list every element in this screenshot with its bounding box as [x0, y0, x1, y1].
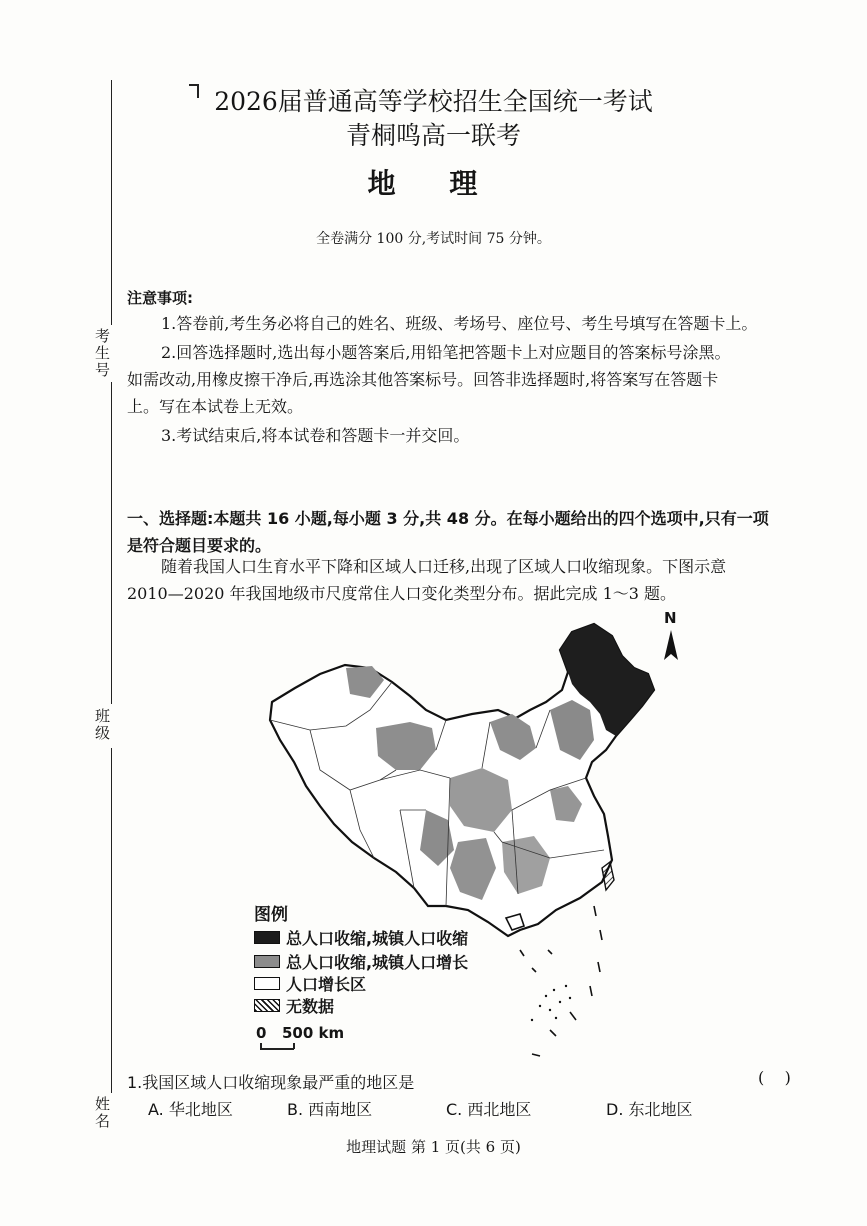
legend-swatch-white [254, 977, 280, 990]
question-1-stem: 1.我国区域人口收缩现象最严重的地区是 [127, 1073, 415, 1092]
notice-item-2: 2.回答选择题时,选出每小题答案后,用铅笔把答题卡上对应题目的答案标号涂黑。 [161, 343, 731, 362]
notice-item-2-cont: 上。写在本试卷上无效。 [127, 397, 304, 416]
exam-info: 全卷满分 100 分,考试时间 75 分钟。 [316, 231, 551, 247]
legend-item [254, 994, 334, 1017]
notice-item-1: 1.答卷前,考生务必将自己的姓名、班级、考场号、座位号、考生号填写在答题卡上。 [161, 314, 758, 333]
island-dots [531, 985, 571, 1021]
subject-title: 地 理 [367, 167, 500, 200]
legend-item [254, 972, 366, 995]
option-c[interactable]: C. 西北地区 [446, 1100, 532, 1119]
candidate-no-label: 考生号 [93, 328, 111, 379]
scale-zero: 0 [256, 1024, 267, 1042]
name-label: 姓名 [93, 1096, 111, 1130]
scale-bar [260, 1048, 294, 1050]
legend-label: 人口增长区 [286, 975, 367, 994]
taiwan-no-data [602, 862, 614, 890]
section-heading-cont: 是符合题目要求的。 [127, 536, 272, 555]
south-china-sea-islands [520, 906, 602, 1056]
legend-label: 总人口收缩,城镇人口收缩 [286, 929, 469, 948]
legend-swatch-hatch [254, 999, 280, 1012]
legend-title: 图例 [254, 905, 288, 925]
binding-margin-line [111, 382, 112, 704]
question-intro: 随着我国人口生育水平下降和区域人口迁移,出现了区域人口收缩现象。下图示意 [161, 557, 727, 576]
legend-swatch-grey [254, 955, 280, 968]
question-intro-cont: 2010—2020 年我国地级市尺度常住人口变化类型分布。据此完成 1～3 题。 [127, 584, 677, 603]
section-heading: 一、选择题:本题共 16 小题,每小题 3 分,共 48 分。在每小题给出的四个选项中,只有一项 [127, 509, 769, 528]
legend-item [254, 926, 468, 949]
answer-bracket[interactable]: ( ) [758, 1068, 791, 1087]
north-label: N [664, 609, 677, 627]
notice-item-3: 3.考试结束后,将本试卷和答题卡一并交回。 [161, 426, 470, 445]
exam-title: 2026届普通高等学校招生全国统一考试 [214, 87, 653, 116]
binding-margin-line [111, 748, 112, 1093]
legend-label: 无数据 [286, 997, 335, 1016]
notice-heading: 注意事项: [127, 289, 193, 307]
scale-label: 500 km [282, 1024, 345, 1042]
legend-item [254, 950, 468, 973]
notice-item-2-cont: 如需改动,用橡皮擦干净后,再选涂其他答案标号。回答非选择题时,将答案写在答题卡 [127, 370, 719, 389]
legend-swatch-black [254, 931, 280, 944]
class-label: 班级 [93, 708, 111, 742]
option-b[interactable]: B. 西南地区 [287, 1100, 373, 1119]
legend-label: 总人口收缩,城镇人口增长 [286, 953, 469, 972]
option-a[interactable]: A. 华北地区 [148, 1100, 233, 1119]
exam-subtitle: 青桐鸣高一联考 [345, 121, 521, 150]
page-footer: 地理试题 第 1 页(共 6 页) [346, 1138, 521, 1156]
scale-bar-tick [260, 1043, 262, 1049]
option-d[interactable]: D. 东北地区 [606, 1100, 693, 1119]
scale-bar-tick [293, 1043, 295, 1049]
